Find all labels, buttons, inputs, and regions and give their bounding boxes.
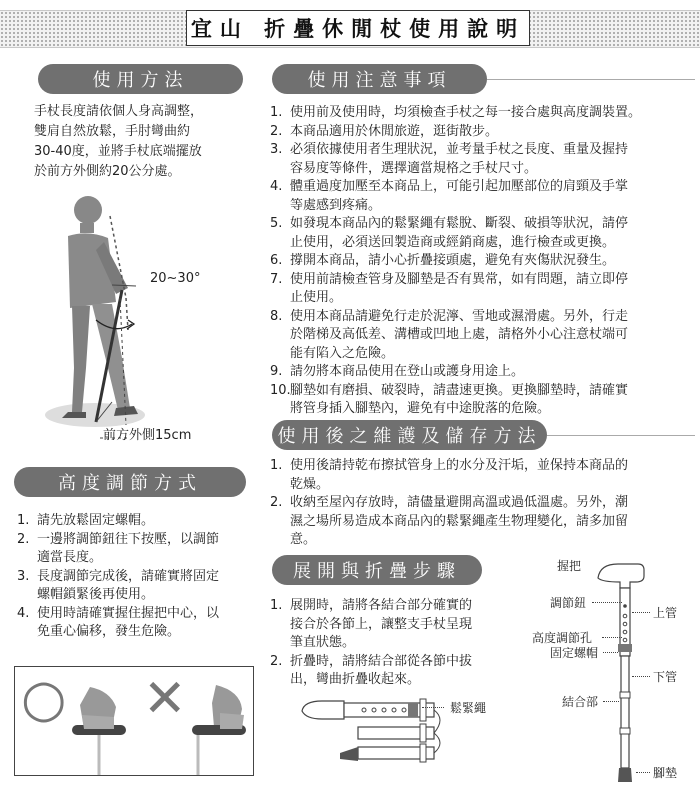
usage-line: 30-40度，並將手杖底端擺放 [34, 144, 202, 159]
grip-example-box [14, 666, 254, 776]
usage-line: 雙肩自然放鬆，手肘彎曲約 [34, 124, 191, 139]
leader-line [603, 701, 619, 702]
part-hole-label: 高度調節孔 [532, 631, 593, 645]
list-item: 3. 長度調節完成後，請確實將固定 螺帽鎖緊後再使用。 [17, 568, 220, 602]
part-nut-label: 固定螺帽 [550, 646, 599, 660]
leader-line [592, 602, 622, 603]
fold-list [270, 597, 510, 690]
correct-icon: ○ [21, 669, 67, 729]
maintenance-list [270, 457, 694, 550]
elastic-label: 鬆緊繩 [450, 701, 487, 715]
folded-cane-illustration [300, 695, 450, 785]
notes-list [270, 104, 694, 419]
wrong-icon: ✕ [143, 669, 187, 729]
part-upper-label: 上管 [653, 606, 678, 620]
divider [547, 435, 695, 436]
part-handle-label: 握把 [557, 559, 582, 573]
list-item: 1. 使用後請持乾布擦拭管身上的水分及汗垢，並保持本商品的 乾燥。 [270, 458, 629, 492]
page-title: 宜山 折疊休閒杖使用說明 [186, 10, 530, 46]
fold-heading: 展開與折疊步驟 [272, 555, 482, 585]
distance-label: 前方外側15cm [103, 428, 192, 443]
list-item: 7. 使用前請檢查管身及腳墊是否有異常，如有問題，請立即停 止使用。 [270, 271, 629, 305]
list-item: 1. 使用前及使用時，均須檢查手杖之每一接合處與高度調裝置。 [270, 105, 642, 120]
part-button-label: 調節鈕 [550, 596, 587, 610]
list-item: 10. 腳墊如有磨損、破裂時，請盡速更換。更換腳墊時，請確實 將管身插入腳墊內，避免有中途脫落的危險。 [270, 382, 629, 416]
walking-person-illustration [40, 190, 270, 450]
usage-line: 手杖長度請依個人身高調整， [34, 104, 204, 119]
part-joint-label: 結合部 [562, 695, 599, 709]
usage-paragraph [34, 102, 264, 182]
list-item: 5. 如發現本商品內的鬆緊繩有鬆脫、斷裂、破損等狀況，請停 止使用，必須送回製造商或經銷商處，進行檢查或更換。 [270, 216, 629, 250]
leader-line [636, 772, 650, 773]
list-item: 3. 必須依據使用者生理狀況，並考量手杖之長度、重量及握持 容易度等條件，選擇適當規格之手杖尺寸。 [270, 142, 629, 176]
leader-line [632, 676, 650, 677]
list-item: 1. 請先放鬆固定螺帽。 [17, 513, 155, 528]
height-list [17, 512, 257, 642]
list-item: 2. 折疊時，請將結合部從各節中拔 出，彎曲折疊收起來。 [270, 653, 473, 687]
list-item: 2. 本商品適用於休閒旅遊，逛街散步。 [270, 123, 499, 139]
list-item: 9. 請勿將本商品使用在登山或護身用途上。 [270, 364, 525, 379]
leader-line [602, 637, 622, 638]
divider [487, 79, 695, 80]
list-item: 4. 使用時請確實握住握把中心，以 免重心偏移，發生危險。 [17, 605, 220, 639]
leader-line [603, 652, 618, 653]
usage-line: 於前方外側約20公分處。 [34, 164, 181, 179]
notes-heading: 使用注意事項 [272, 64, 487, 94]
list-item: 4. 體重過度加壓至本商品上，可能引起加壓部位的肩頸及手掌 等處感到疼痛。 [270, 179, 629, 213]
list-item: 6. 撐開本商品，請小心折疊接頭處，避免有夾傷狀況發生。 [270, 253, 616, 268]
correct-grip-icon [70, 685, 130, 775]
angle-label: 20~30° [150, 271, 201, 286]
cane-parts-diagram [596, 560, 646, 785]
part-lower-label: 下管 [653, 670, 678, 684]
part-foot-label: 腳墊 [653, 766, 678, 780]
list-item: 2. 一邊將調節鈕往下按壓，以調節 適當長度。 [17, 531, 220, 565]
height-heading: 高度調節方式 [14, 467, 246, 497]
wrong-grip-icon [190, 685, 250, 775]
list-item: 1. 展開時，請將各結合部分確實的 接合於各節上，讓整支手杖呈現 筆直狀態。 [270, 598, 473, 650]
list-item: 2. 收納至屋內存放時，請儘量避開高溫或過低溫處。另外，潮 濕之場所易造成本商品內的鬆緊繩產生物理變化，請多加留 意。 [270, 495, 629, 547]
leader-line [632, 612, 650, 613]
list-item: 8. 使用本商品請避免行走於泥濘、雪地或濕滑處。另外，行走 於階梯及高低差、溝槽或凹地上處，請格外小心注意杖端可 能有陷入之危險。 [270, 308, 629, 361]
usage-heading: 使用方法 [38, 64, 243, 94]
leader-line [422, 707, 444, 708]
maintenance-heading: 使用後之維護及儲存方法 [272, 420, 547, 450]
